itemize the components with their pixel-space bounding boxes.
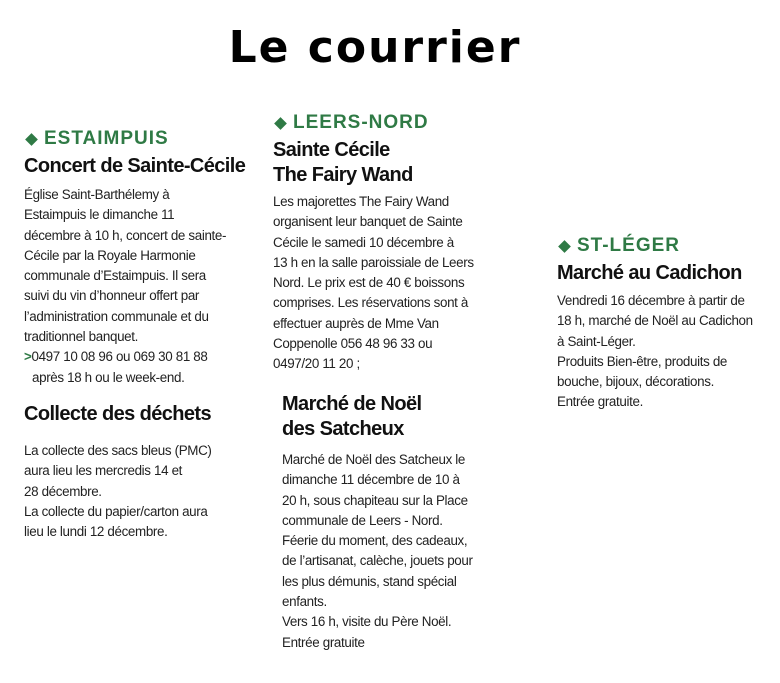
body-line: communale d’Estaimpuis. Il sera — [24, 268, 206, 284]
body-line: La collecte du papier/carton aura — [24, 503, 208, 519]
arrow-icon: > — [24, 349, 32, 365]
body-line: Entrée gratuite — [282, 634, 365, 650]
body-line: Église Saint-Barthélemy à — [24, 187, 170, 202]
diamond-bullet-icon — [558, 240, 571, 253]
body-line: lieu le lundi 12 décembre. — [24, 524, 168, 540]
article-headline: Marché au Cadichon — [557, 262, 742, 284]
headline-line: The Fairy Wand — [273, 164, 413, 186]
body-line: comprises. Les réservations sont à — [273, 295, 469, 311]
body-line: aura lieu les mercredis 14 et — [24, 463, 183, 479]
article-body — [273, 192, 513, 375]
contact-hours: après 18 h ou le week-end. — [32, 369, 185, 385]
contact-info — [24, 347, 259, 388]
article-body — [24, 185, 259, 347]
page-title: Le courrier — [228, 22, 522, 73]
body-line: Cécile le samedi 10 décembre à — [273, 234, 454, 250]
body-line: Estaimpuis le dimanche 11 — [24, 207, 175, 223]
article-headline — [282, 392, 522, 442]
body-line: traditionnel banquet. — [24, 329, 139, 345]
st-leger-article — [557, 235, 777, 413]
headline-line: Marché de Noël — [282, 393, 422, 415]
satcheux-article — [282, 392, 522, 653]
body-line: organisent leur banquet de Sainte — [273, 214, 463, 230]
body-line: Nord. Le prix est de 40 € boissons — [273, 275, 465, 291]
body-line: Marché de Noël des Satcheux le — [282, 452, 466, 467]
phone-numbers: 0497 10 08 96 ou 069 30 81 88 — [31, 349, 208, 365]
body-line: Les majorettes The Fairy Wand — [273, 194, 449, 209]
body-line: Cécile par la Royale Harmonie — [24, 247, 196, 263]
body-line: 20 h, sous chapiteau sur la Place — [282, 492, 468, 508]
section-heading-st-leger — [557, 235, 777, 257]
article-headline — [273, 138, 513, 188]
body-line: bouche, bijoux, décorations. — [557, 374, 714, 390]
section-heading-estaimpuis — [24, 128, 259, 150]
body-line: 18 h, marché de Noël au Cadichon — [557, 313, 753, 329]
body-line: 13 h en la salle paroissiale de Leers — [273, 254, 474, 270]
body-line: Coppenolle 056 48 96 33 ou — [273, 336, 433, 352]
section-label: ST-LÉGER — [577, 235, 681, 256]
article-body — [24, 441, 259, 542]
body-line: Vendredi 16 décembre à partir de — [557, 293, 745, 308]
body-line: enfants. — [282, 594, 327, 610]
body-line: 28 décembre. — [24, 483, 102, 499]
collecte-article — [24, 402, 259, 542]
body-line: effectuer auprès de Mme Van — [273, 315, 439, 331]
body-line: de l’artisanat, calèche, jouets pour — [282, 553, 473, 569]
body-line: La collecte des sacs bleus (PMC) — [24, 443, 212, 458]
headline-line: des Satcheux — [282, 418, 404, 440]
body-line: communale de Leers - Nord. — [282, 512, 443, 528]
article-body — [282, 450, 522, 653]
body-line: les plus démunis, stand spécial — [282, 573, 457, 589]
body-line: Entrée gratuite. — [557, 394, 643, 410]
diamond-bullet-icon — [274, 117, 287, 130]
section-label: ESTAIMPUIS — [44, 128, 169, 149]
article-headline: Collecte des déchets — [24, 403, 211, 425]
body-line: Vers 16 h, visite du Père Noël. — [282, 614, 452, 630]
article-headline: Concert de Sainte-Cécile — [24, 155, 246, 177]
estaimpuis-article — [24, 128, 259, 388]
body-line: décembre à 10 h, concert de sainte- — [24, 227, 227, 243]
body-line: Produits Bien-être, produits de — [557, 353, 728, 369]
body-line: suivi du vin d’honneur offert par — [24, 288, 200, 304]
section-label: LEERS-NORD — [293, 112, 429, 133]
article-body — [557, 291, 777, 413]
diamond-bullet-icon — [25, 133, 38, 146]
body-line: dimanche 11 décembre de 10 à — [282, 472, 460, 488]
body-line: Féerie du moment, des cadeaux, — [282, 533, 468, 549]
leers-nord-article — [273, 112, 513, 375]
section-heading-leers-nord — [273, 112, 513, 134]
body-line: l’administration communale et du — [24, 308, 209, 324]
headline-line: Sainte Cécile — [273, 139, 390, 161]
body-line: à Saint-Léger. — [557, 333, 636, 349]
body-line: 0497/20 11 20 ; — [273, 356, 360, 372]
